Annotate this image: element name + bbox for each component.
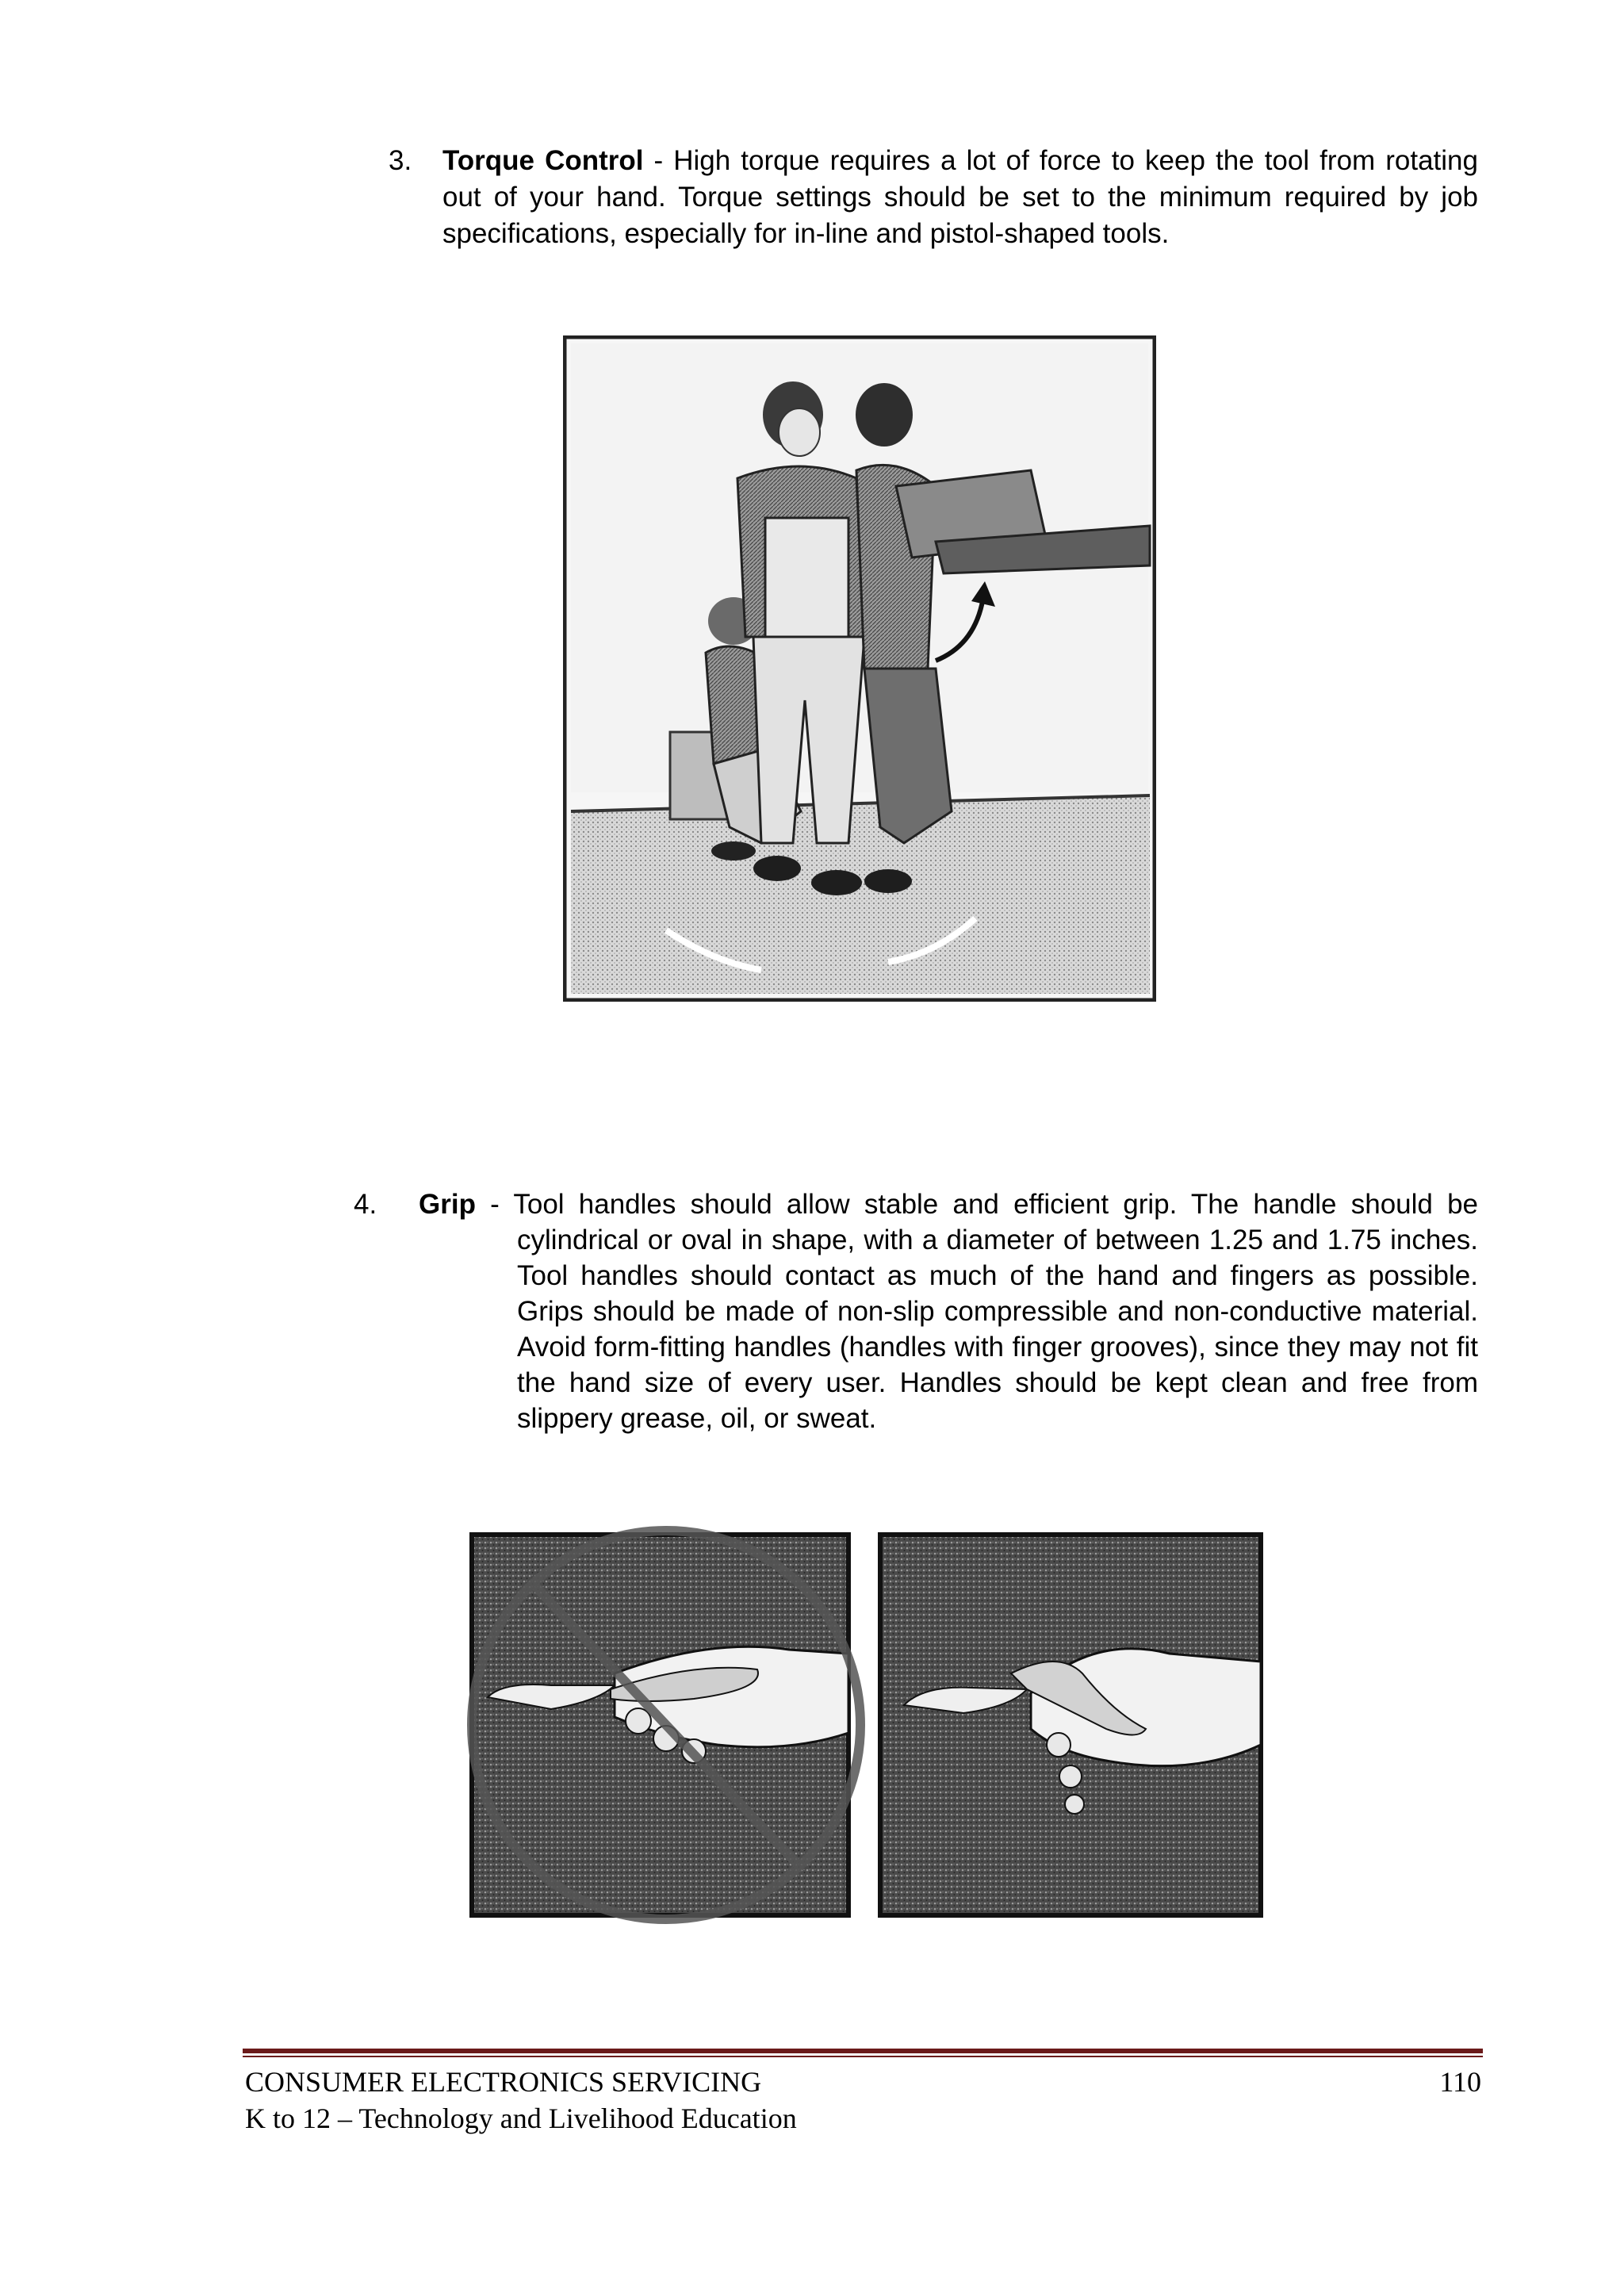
item-number: 3. xyxy=(389,145,412,176)
footer-program: K to 12 – Technology and Livelihood Education xyxy=(245,2102,797,2134)
item-text: cylindrical or oval in shape, with a diameter of between 1.25 and 1.75 inches. Tool handles should contact as much of the hand and fingers as possible. Grips should be made of non-slip compressible and non-conductive material. Avoid form-fitting handles (handles with finger grooves), since they may not fit the hand size of every user. Handles should be kept clean and free from slippery grease, oil, or sweat. xyxy=(517,1225,1478,1434)
footer-rule-thin xyxy=(243,2056,1483,2057)
grip-illustration xyxy=(456,1491,1281,1951)
item-text: - High torque requires a lot of force to keep the tool from rotating out of your hand. Torque settings should be set to the minimum required by job specifications, especially for in-line and pistol-shaped tools. xyxy=(442,145,1478,249)
item-number: 4. xyxy=(354,1189,377,1220)
item-first-line: - Tool handles should allow stable and efficient grip. The handle should be xyxy=(475,1189,1478,1220)
footer-course: CONSUMER ELECTRONICS SERVICING xyxy=(245,2066,762,2098)
footer-rule xyxy=(243,2049,1483,2053)
item-title: Torque Control xyxy=(442,145,644,176)
list-item-torque-control xyxy=(389,143,1478,252)
incorrect-grip-panel xyxy=(472,1531,860,1919)
correct-grip-panel xyxy=(880,1535,1261,1915)
footer-course-info xyxy=(245,2064,797,2137)
item-title: Grip xyxy=(419,1189,476,1220)
item-body xyxy=(442,143,1478,252)
torque-illustration xyxy=(563,335,1156,1002)
list-item-grip xyxy=(354,1186,1478,1436)
page-number: 110 xyxy=(1439,2066,1481,2098)
